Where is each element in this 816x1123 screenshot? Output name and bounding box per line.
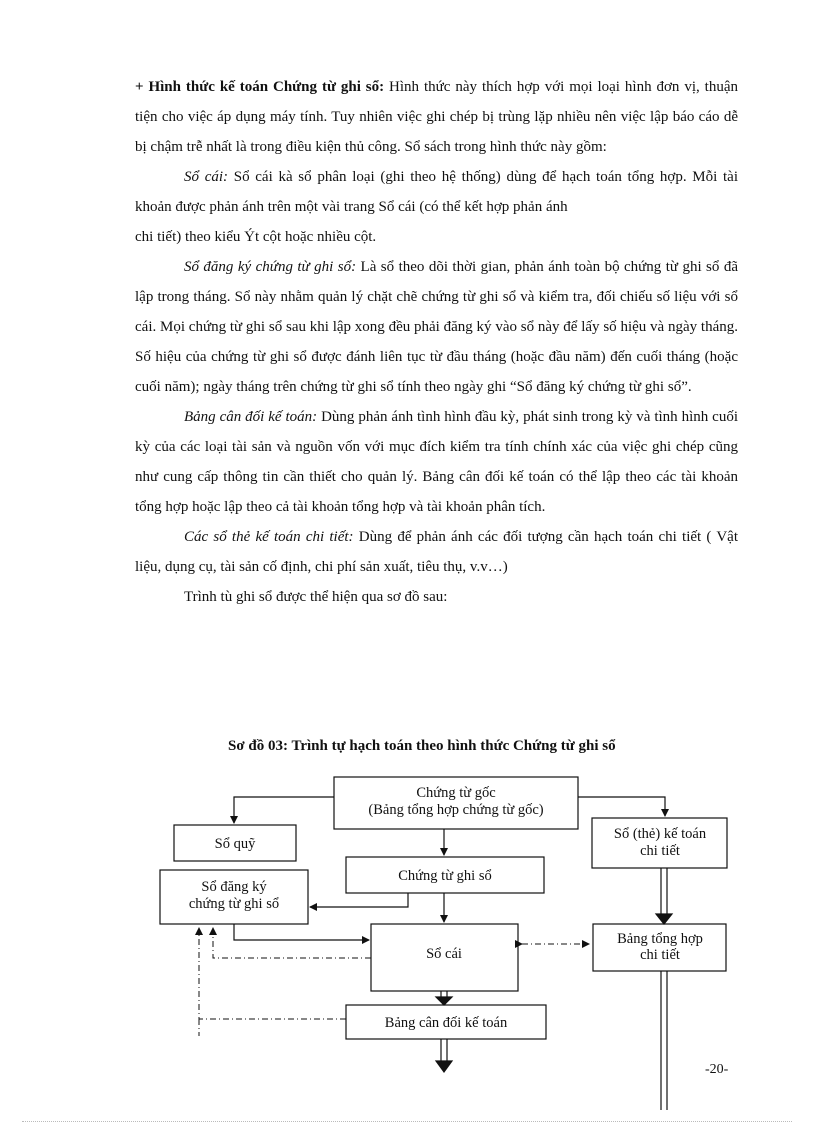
- arrow-to-so-quy: [234, 797, 334, 823]
- term-so-cai: Sổ cái:: [184, 169, 229, 185]
- term-so-dang-ky: Sổ đăng ký chứng từ ghi sổ:: [184, 259, 357, 275]
- box-so-dang-ky-line1: Sổ đăng ký: [201, 879, 267, 895]
- box-so-cai: [371, 924, 518, 991]
- arrow-to-so-the: [578, 797, 665, 816]
- box-so-dang-ky-line2: chứng từ ghi sổ: [188, 896, 280, 912]
- double-line-bang-can-doi-down: [436, 1039, 452, 1072]
- box-chung-tu-goc: [334, 777, 578, 829]
- paragraph-trinh-tu: Trình tù ghi sổ được thể hiện qua sơ đồ sau:: [184, 589, 448, 605]
- box-bang-can-doi: [346, 1005, 546, 1039]
- paragraph-text: Hình thức này thích hợp với mọi loại hình đơn vị, thuận tiện cho việc áp dụng máy tính. Tuy nhiên việc ghi chép bị trùng lặp nhiều nên việc lập báo cáo dễ bị chậm trễ nhất là trong điều kiện thủ công. Sổ sách trong hình thức này gồm:: [135, 79, 739, 155]
- paragraph-so-cai-continued: chi tiết) theo kiểu Ýt cột hoặc nhiều cột.: [135, 229, 377, 245]
- arrow-to-so-dang-ky: [310, 893, 408, 907]
- diagram-title: Sơ đồ 03: Trình tự hạch toán theo hình thức Chứng từ ghi sổ: [228, 738, 616, 754]
- term-bang-can-doi: Bảng cân đối kế toán:: [184, 409, 318, 425]
- paragraph-text: Là sổ theo dõi thời gian, phản ánh toàn bộ chứng từ ghi sổ đã lập trong tháng. Sổ này nhằm quản lý chặt chẽ chứng từ ghi sổ và kiểm tra, đối chiếu số liệu với sổ cái. Mọi chứng từ ghi sổ sau khi lập xong đều phải đăng ký vào sổ này để lấy số hiệu và ngày tháng. Số hiệu của chứng từ ghi sổ được đánh liên tục từ đầu tháng (hoặc đầu năm) đến cuối tháng (hoặc cuối năm); ngày tháng trên chứng từ ghi sổ tính theo ngày ghi “Sổ đăng ký chứng từ ghi sổ”.: [135, 259, 738, 395]
- paragraph-text: Dùng phản ánh tình hình đầu kỳ, phát sinh trong kỳ và tình hình cuối kỳ của các loại tài sản và nguồn vốn với mục đích kiểm tra tính chính xác của việc ghi chép cũng như cung cấp thông tin cần thiết cho quản lý. Bảng cân đối kế toán có thể lập theo các tài khoản tổng hợp hoặc lập theo cả tài khoản tổng hợp và tài khoản phân tích.: [135, 409, 738, 515]
- box-so-quy: [174, 825, 296, 861]
- double-line-so-the-to-bang-tong-hop: [656, 868, 672, 924]
- box-chung-tu-ghi-so: [346, 857, 544, 893]
- box-so-cai-label: Sổ cái: [426, 946, 462, 962]
- box-chung-tu-goc-line1: Chứng từ gốc: [416, 785, 496, 801]
- double-line-bang-tong-hop-down: [661, 971, 667, 1110]
- box-so-dang-ky: [160, 870, 308, 924]
- paragraph-text: Dùng để phản ánh các đối tượng cần hạch toán chi tiết ( Vật liệu, dụng cụ, tài sản cố định, chi phí sản xuất, tiêu thụ, v.v…): [135, 529, 739, 575]
- dashdot-so-cai-to-so-dang-ky: [213, 928, 371, 958]
- box-so-the-line1: Sổ (thẻ) kế toán: [613, 826, 707, 842]
- box-bang-tong-hop-line1: Bảng tổng hợp: [617, 931, 703, 947]
- box-bang-can-doi-label: Bảng cân đối kế toán: [384, 1015, 508, 1031]
- dashdot-bang-can-doi-to-so-dang-ky: [199, 928, 346, 1019]
- box-so-the-line2: chi tiết: [640, 843, 680, 859]
- box-so-the-ke-toan: [592, 818, 727, 868]
- page-number: -20-: [705, 1062, 729, 1077]
- box-bang-tong-hop-line2: chi tiết: [640, 947, 680, 963]
- paragraph-text: Sổ cái kà sổ phân loại (ghi theo hệ thống) dùng để hạch toán tổng hợp. Mỗi tài khoản được phản ánh trên một vài trang Sổ cái (có thể kết hợp phản ánh: [135, 169, 738, 215]
- arrow-dang-ky-to-so-cai: [234, 924, 369, 940]
- box-chung-tu-goc-line2: (Bảng tổng hợp chứng từ gốc): [368, 802, 544, 818]
- bottom-dotted-rule: [22, 1121, 792, 1122]
- term-so-the-chi-tiet: Các sổ thẻ kế toán chi tiết:: [184, 529, 354, 545]
- box-chung-tu-ghi-so-label: Chứng từ ghi sổ: [398, 868, 492, 884]
- heading-hinh-thuc: + Hình thức kế toán Chứng từ ghi sổ:: [135, 79, 385, 95]
- box-so-quy-label: Sổ quỹ: [214, 836, 256, 852]
- box-bang-tong-hop: [593, 924, 726, 971]
- double-line-so-cai-to-bang-can-doi: [436, 991, 452, 1005]
